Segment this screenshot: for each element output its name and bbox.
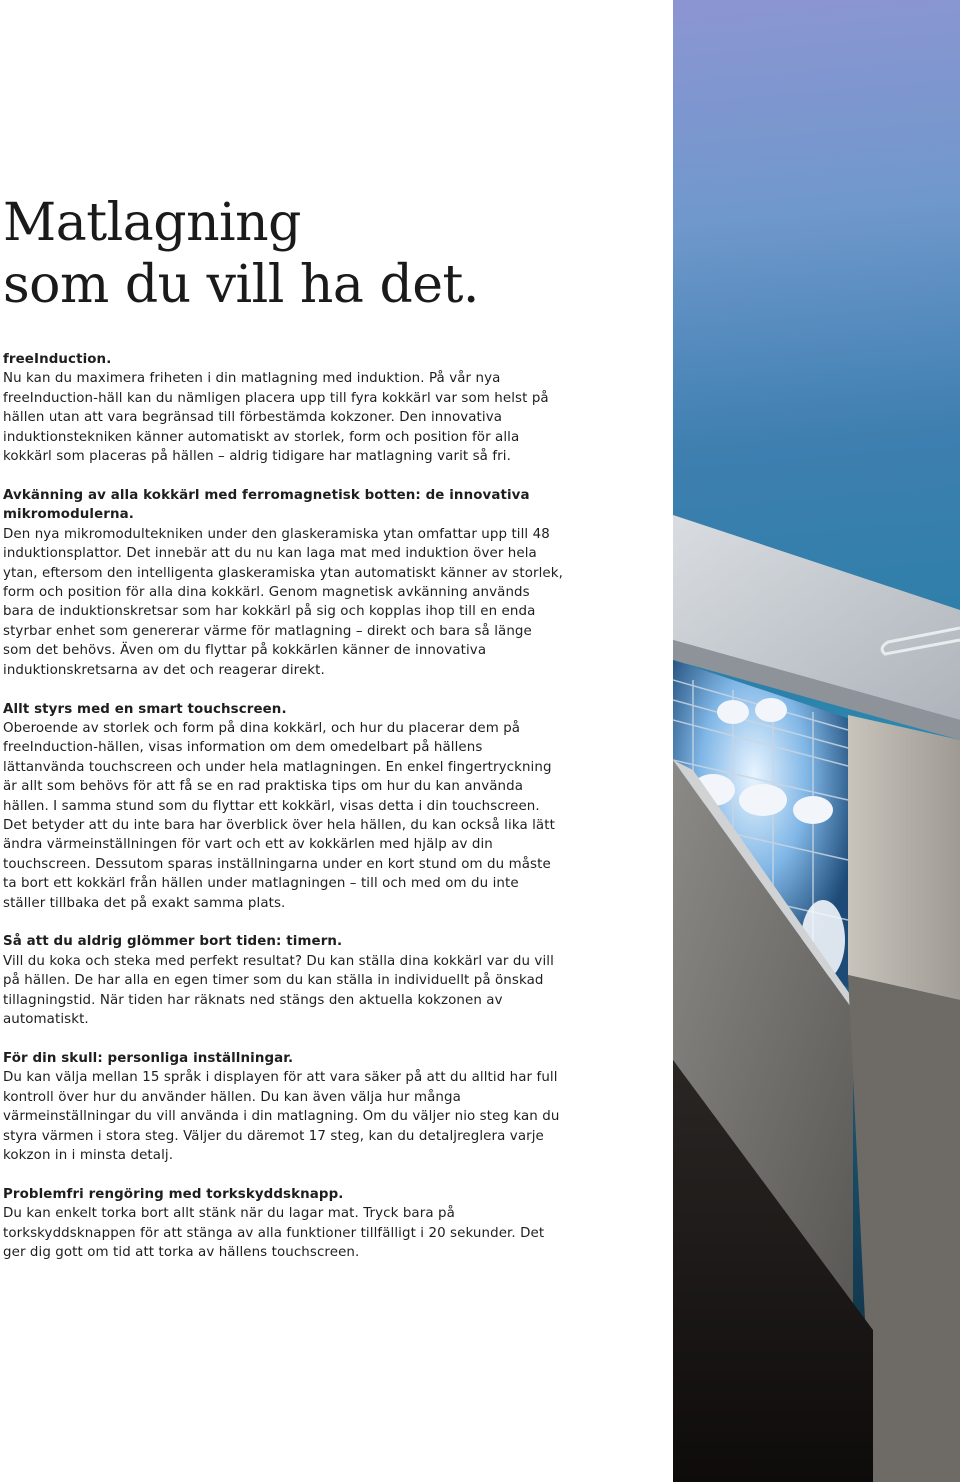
section-body: Nu kan du maximera friheten i din matlagning med induktion. På vår nya freeInduction-häll kan du nämligen placera upp till fyra kokkärl var som helst på hällen utan att vara begränsad till förbestämda kokzoner. Den innovativa induktionstekniken känner automatiskt av storlek, form och position för alla kokkärl som placeras på hällen – aldrig tidigare har matlagning varit så fri. bbox=[3, 371, 549, 465]
section-micromodules bbox=[3, 486, 563, 680]
page-title-line-2: som du vill ha det. bbox=[3, 255, 479, 315]
section-heading: Problemfri rengöring med torkskyddsknapp. bbox=[3, 1186, 344, 1202]
section-body: Vill du koka och steka med perfekt resultat? Du kan ställa dina kokkärl var du vill på hällen. De har alla en egen timer som du kan ställa in individuellt på önskad tillagningstid. När tiden har räknats ned stängs den aktuella kokzonen av automatiskt. bbox=[3, 953, 554, 1028]
section-heading: Avkänning av alla kokkärl med ferromagnetisk botten: de innovativa mikromodulerna. bbox=[3, 487, 530, 523]
section-wipe-protection bbox=[3, 1185, 563, 1263]
page-title-line-1: Matlagning bbox=[3, 193, 301, 253]
article-column bbox=[3, 192, 563, 1282]
section-body: Du kan enkelt torka bort allt stänk när du lagar mat. Tryck bara på torkskyddsknappen för att stänga av alla funktioner tillfälligt i 20 sekunder. Det ger dig gott om tid att torka av hällens touchscreen. bbox=[3, 1206, 545, 1261]
dishwasher-photo bbox=[673, 0, 960, 1482]
section-freeinduction bbox=[3, 350, 563, 466]
section-touchscreen bbox=[3, 700, 563, 913]
kitchen-cabinet bbox=[848, 715, 960, 1000]
section-heading: För din skull: personliga inställningar. bbox=[3, 1051, 294, 1066]
dishwasher-illustration bbox=[673, 0, 960, 1482]
section-heading: freeInduction. bbox=[3, 352, 112, 367]
section-heading: Så att du aldrig glömmer bort tiden: timern. bbox=[3, 934, 343, 950]
section-personal-settings bbox=[3, 1049, 563, 1165]
section-body: Oberoende av storlek och form på dina kokkärl, och hur du placerar dem på freeInduction-hällen, visas information om dem omedelbart på hällens lättanvända touchscreen och under hela matlagningen. En enkel fingertryckning är allt som behövs för att få se en rad praktiska tips om hur du kan använda hällen. I samma stund som du flyttar ett kokkärl, visas detta i din touchscreen. Det betyder att du inte bara har överblick över hela hällen, du kan också lika lätt ändra värmeinställningen för vart och ett av kokkärlen med hjälp av din touchscreen. Dessutom sparas inställningarna under en kort stund om du måste ta bort ett kokkärl från hällen under matlagningen – till och med om du inte ställer tillbaka det på exakt samma plats. bbox=[3, 720, 555, 911]
section-body: Den nya mikromodultekniken under den glaskeramiska ytan omfattar upp till 48 induktionsplattor. Det innebär att du nu kan laga mat med induktion över hela ytan, eftersom den intelligenta glaskeramiska ytan automatiskt känner av storlek, form och position för alla dina kokkärl. Genom magnetisk avkänning används bara de induktionskretsar som har kokkärl på sig och kopplas ihop till en enda styrbar enhet som genererar värme för matlagning – direkt och bara så länge som det behövs. Även om du flyttar på kokkärlen känner de innovativa induktionskretsarna av det och reagerar direkt. bbox=[3, 526, 563, 678]
section-timer bbox=[3, 932, 563, 1029]
section-heading: Allt styrs med en smart touchscreen. bbox=[3, 701, 287, 717]
page-title bbox=[3, 192, 563, 316]
section-body: Du kan välja mellan 15 språk i displayen för att vara säker på att du alltid har full kontroll över hur du använder hällen. Du kan även välja hur många värmeinställningar du vill använda i din matlagning. Om du väljer nio steg kan du styra värmen i stora steg. Väljer du däremot 17 steg, kan du detaljreglera varje kokzon in i minsta detalj. bbox=[3, 1070, 560, 1164]
